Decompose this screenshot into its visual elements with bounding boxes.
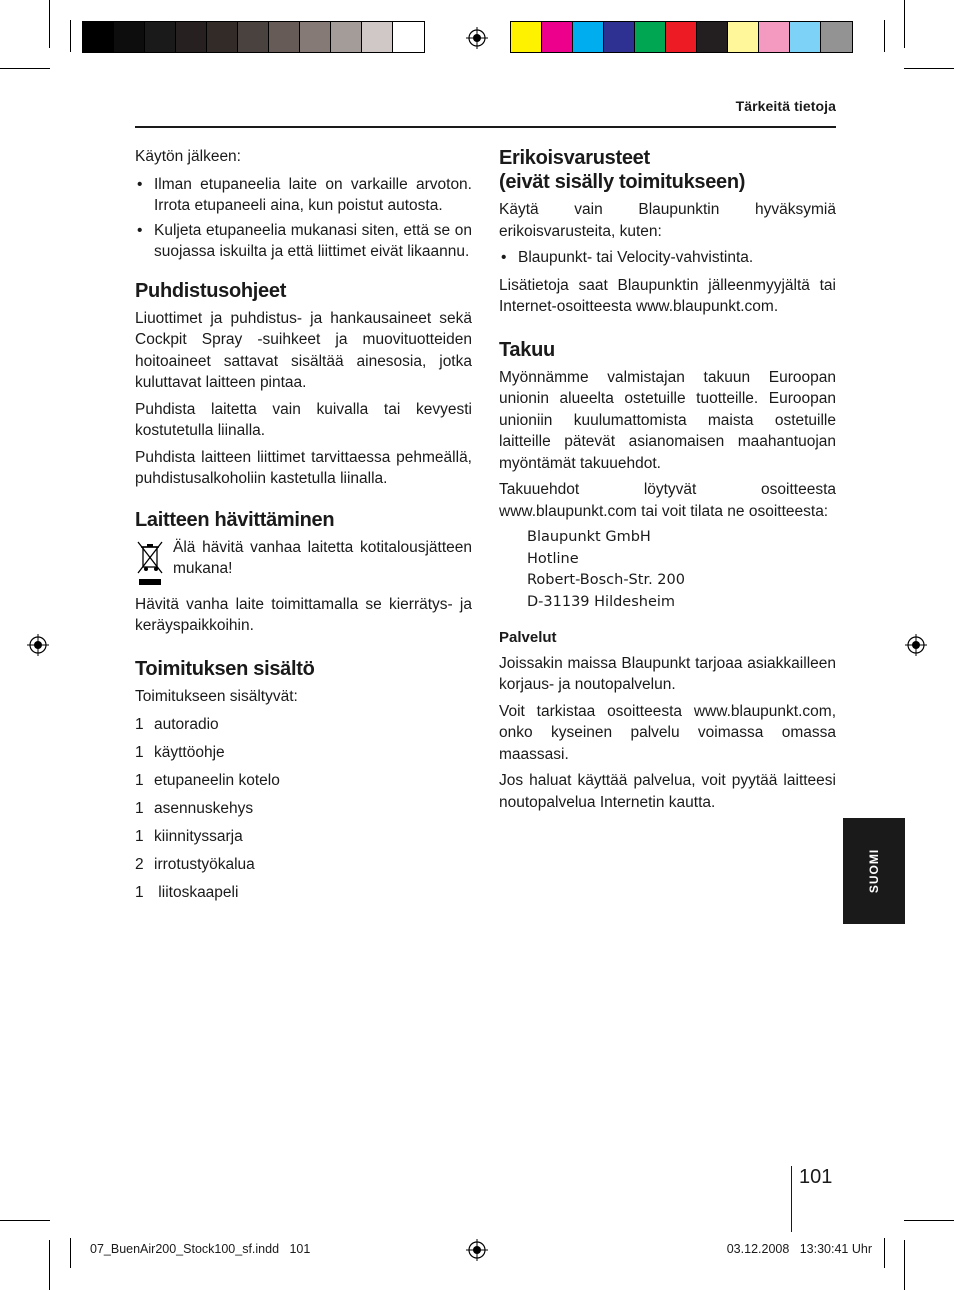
crop-mark [904,0,905,48]
left-column [135,146,472,907]
item-name: etupaneelin kotelo [154,772,280,789]
header-rule [135,126,836,128]
services-paragraph: Jos haluat käyttää palvelua, voit pyytää laitteesi noutopalvelua Internetin kautta. [499,772,836,811]
crop-mark [0,1220,50,1221]
crop-mark [70,20,71,52]
color-swatch [393,22,424,52]
item-quantity: 1 [135,884,144,901]
services-heading: Palvelut [499,629,557,646]
color-swatch [207,22,238,52]
list-item [135,823,472,851]
list-item [135,795,472,823]
after-use-list [135,174,472,263]
crop-mark [904,1240,905,1290]
list-item [135,879,472,907]
color-swatch [145,22,176,52]
after-use-intro: Käytön jälkeen: [135,148,241,165]
crop-mark [884,20,885,52]
list-item [135,739,472,767]
color-swatch [362,22,393,52]
slug-datetime: 03.12.2008 13:30:41 Uhr [726,1242,872,1256]
color-swatch [728,22,759,52]
grayscale-color-bar [82,21,425,53]
address-line: Robert-Bosch-Str. 200 [527,572,685,588]
item-name: kiinnityssarja [154,828,243,845]
list-item: • Ilman etupaneelia laite on varkaille arvoton. Irrota etupaneeli aina, kun poistut autosta. [135,174,472,217]
crop-mark [0,68,50,69]
item-quantity: 1 [135,744,144,761]
crop-mark [70,1238,71,1268]
color-swatch [542,22,573,52]
accessories-more-info: Lisätietoja saat Blaupunktin jälleenmyyjältä tai Internet-osoitteesta www.blaupunkt.com. [499,276,836,315]
language-tab [843,818,905,924]
disposal-paragraph: Hävitä vanha laite toimittamalla se kierrätys- ja keräyspaikkoihin. [135,595,472,634]
registration-mark-icon [466,1239,488,1261]
registration-mark-icon [905,634,927,656]
list-item: • Kuljeta etupaneelia mukanasi siten, että se on suojassa iskuilta ja että liittimet eivät likaannu. [135,220,472,263]
disposal-heading: Laitteen hävittäminen [135,508,335,531]
color-swatch [604,22,635,52]
page-number: 101 [799,1166,833,1188]
list-item [135,851,472,879]
cleaning-paragraph: Liuottimet ja puhdistus- ja hankausaineet sekä Cockpit Spray -suihkeet ja muovituotteiden hoitoaineet sattavat sisältää ainesosia, jotka kuluttavat laitteen pintaa. [135,309,472,391]
color-swatch [790,22,821,52]
delivery-intro: Toimitukseen sisältyvät: [135,687,298,705]
cleaning-heading: Puhdistusohjeet [135,279,287,302]
slug-filename: 07_BuenAir200_Stock100_sf.indd 101 [90,1242,311,1256]
list-item [135,711,472,739]
item-quantity: 1 [135,828,144,845]
crop-mark [49,1240,50,1290]
color-swatch [331,22,362,52]
language-tab-label: SUOMI [867,848,881,894]
warranty-heading: Takuu [499,338,555,361]
warranty-paragraph: Takuuehdot löytyvät osoitteesta www.blaupunkt.com tai voit tilata ne osoitteesta: [499,481,836,520]
item-name: autoradio [154,716,219,733]
item-quantity: 1 [135,772,144,789]
delivery-heading: Toimituksen sisältö [135,657,315,680]
registration-mark-icon [466,27,488,49]
crop-mark [904,68,954,69]
color-swatch [666,22,697,52]
color-swatch [176,22,207,52]
list-item [135,767,472,795]
services-paragraph: Voit tarkistaa osoitteesta www.blaupunkt.com, onko kyseinen palvelu voimassa omassa maassasi. [499,702,836,763]
item-name: käyttöohje [154,744,225,761]
color-swatch [759,22,790,52]
item-name: liitoskaapeli [154,884,239,901]
accessories-heading-line1: Erikoisvarusteet [499,147,650,169]
services-paragraph: Joissakin maissa Blaupunkt tarjoaa asiakkailleen korjaus- ja noutopalvelun. [499,654,836,693]
color-swatch [114,22,145,52]
address-line: Hotline [527,550,579,567]
running-head: Tärkeitä tietoja [735,98,836,114]
delivery-list [135,711,472,907]
crop-mark [49,0,50,48]
address-line: Blaupunkt GmbH [527,529,651,545]
accessories-heading-line2: (eivät sisälly toimitukseen) [499,171,746,193]
crop-mark [884,1238,885,1268]
list-item: • Blaupunkt- tai Velocity-vahvistinta. [499,247,836,269]
color-swatch [635,22,666,52]
weee-crossed-bin-icon [135,539,165,589]
item-name: irrotustyökalua [154,856,255,873]
color-swatch [511,22,542,52]
warranty-paragraph: Myönnämme valmistajan takuun Euroopan unionin alueelta ostetuille tuotteille. Euroopan unioniin kuulumattomista maista ostetuille laitteille pätevät asianomaisen maahantuojan myöntämät takuuehdot. [499,368,836,472]
item-quantity: 1 [135,800,144,817]
accessories-intro: Käytä vain Blaupunktin hyväksymiä erikoisvarusteita, kuten: [499,201,836,240]
accessories-heading [499,146,836,194]
item-name: asennuskehys [154,800,254,817]
color-swatch [697,22,728,52]
disposal-warning-row [135,537,472,589]
page-number-rule [791,1166,792,1232]
color-swatch [300,22,331,52]
color-swatch [238,22,269,52]
color-swatch [573,22,604,52]
address-line: D-31139 Hildesheim [527,593,676,610]
process-color-bar [510,21,853,53]
right-column [499,146,836,818]
warranty-address [499,527,836,613]
item-quantity: 1 [135,716,144,733]
cleaning-paragraph: Puhdista laitteen liittimet tarvittaessa pehmeällä, puhdistusalkoholiin kastetulla liinalla. [135,448,472,487]
crop-mark [904,1220,954,1221]
color-swatch [269,22,300,52]
accessories-list [499,247,836,269]
disposal-warning: Älä hävitä vanhaa laitetta kotitalousjätteen mukana! [173,538,472,577]
cleaning-paragraph: Puhdista laitetta vain kuivalla tai kevyesti kostutetulla liinalla. [135,400,472,439]
registration-mark-icon [27,634,49,656]
color-swatch [83,22,114,52]
color-swatch [821,22,852,52]
item-quantity: 2 [135,856,144,873]
